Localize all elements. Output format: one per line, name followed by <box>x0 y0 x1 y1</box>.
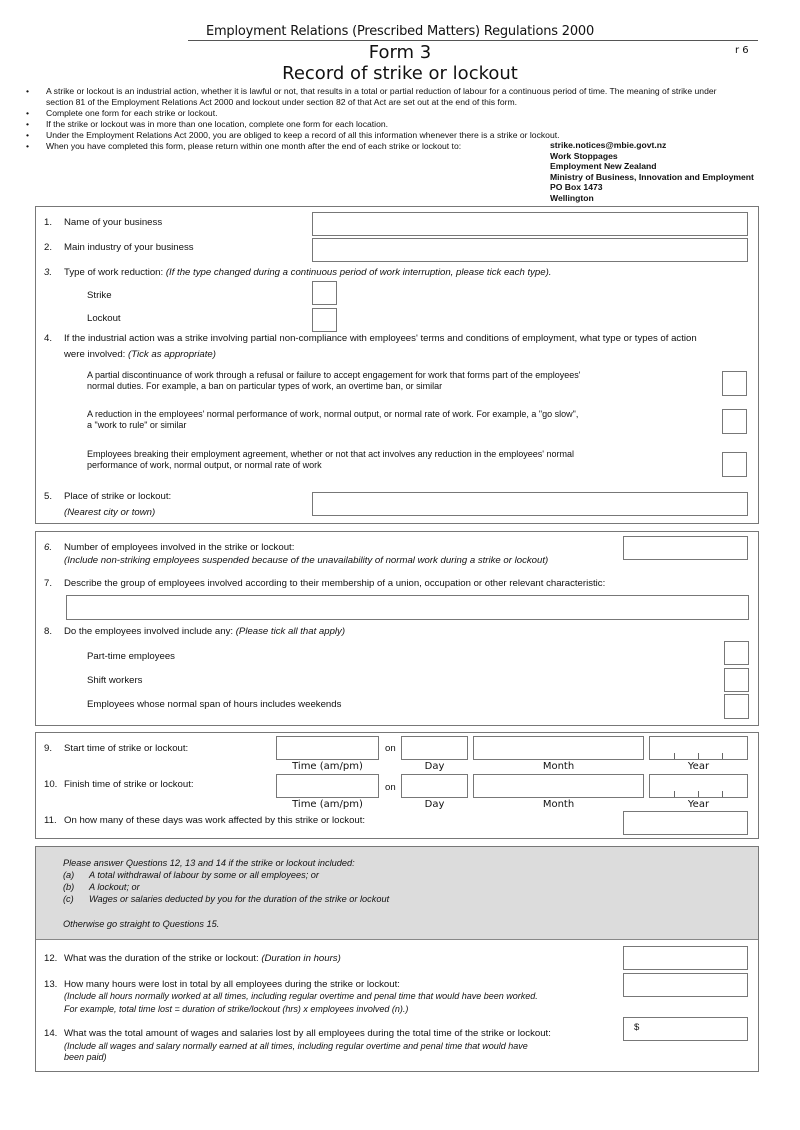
finish-year-input[interactable] <box>649 774 748 798</box>
start-on-label: on <box>385 743 396 754</box>
instruction-item: • When you have completed this form, please return within one month after the end of each strike or lockout to: <box>26 141 462 151</box>
q4-option-breaking-agreement: Employees breaking their employment agreement, whether or not that act involves any reduction in the employees' normal performance of work, normal output, or normal rate of work <box>87 449 574 470</box>
finish-day-input[interactable] <box>401 774 468 798</box>
weekend-hours-label: Employees whose normal span of hours includes weekends <box>87 699 342 710</box>
start-month-caption: Month <box>542 761 575 772</box>
q6-label: 6. Number of employees involved in the strike or lockout: <box>44 542 295 553</box>
rule-reference: r 6 <box>735 45 749 56</box>
return-address: strike.notices@mbie.govt.nz Work Stoppages Employment New Zealand Ministry of Business, Innovation and Employment PO Box 1473 Wellington <box>550 140 754 203</box>
duration-hours-input[interactable] <box>623 946 748 970</box>
section-timing <box>35 732 759 839</box>
q8-label: 8. Do the employees involved include any: (Please tick all that apply) <box>44 626 346 637</box>
strike-checkbox[interactable] <box>312 281 337 305</box>
bullet-icon: • <box>26 130 30 140</box>
shift-workers-checkbox[interactable] <box>724 668 749 692</box>
wages-lost-input[interactable] <box>623 1017 748 1041</box>
q4-label-cont: were involved: (Tick as appropriate) <box>64 349 216 360</box>
note-item-a: (a) A total withdrawal of labour by some or all employees; or <box>63 870 319 880</box>
bullet-icon: • <box>26 141 30 151</box>
currency-prefix: $ <box>634 1022 640 1033</box>
q9-label: 9. Start time of strike or lockout: <box>44 743 189 754</box>
note-item-b: (b) A lockout; or <box>63 882 140 892</box>
q10-label: 10. Finish time of strike or lockout: <box>44 779 194 790</box>
note-item-c: (c) Wages or salaries deducted by you for the duration of the strike or lockout <box>63 894 390 904</box>
finish-month-input[interactable] <box>473 774 644 798</box>
finish-month-caption: Month <box>542 799 575 810</box>
year-digit-divider <box>722 791 723 797</box>
start-year-input[interactable] <box>649 736 748 760</box>
year-digit-divider <box>674 753 675 759</box>
conditional-note-panel <box>36 847 758 940</box>
instruction-item: • A strike or lockout is an industrial action, whether it is lawful or not, that results in a total or partial reduction of labour for a continuous period of time. The meaning of strike under section 81 of the Employment Relations Act 2000 and lockout under section 82 of that Act are set out at the end of this form. <box>26 86 717 107</box>
section-hours-wages <box>35 846 759 1072</box>
year-digit-divider <box>698 791 699 797</box>
finish-on-label: on <box>385 782 396 793</box>
q13-label: 13. How many hours were lost in total by all employees during the strike or lockout: <box>44 979 400 990</box>
q4-label: 4. If the industrial action was a strike involving partial non-compliance with employees' terms and conditions of employment, what type or types of action <box>44 333 697 344</box>
start-year-caption: Year <box>687 761 710 772</box>
lockout-checkbox[interactable] <box>312 308 337 332</box>
breaking-agreement-checkbox[interactable] <box>722 452 747 477</box>
finish-time-input[interactable] <box>276 774 379 798</box>
start-day-input[interactable] <box>401 736 468 760</box>
place-input[interactable] <box>312 492 748 516</box>
q6-hint: (Include non-striking employees suspended because of the unavailability of normal work during a strike or lockout) <box>64 555 549 566</box>
bullet-icon: • <box>26 108 30 118</box>
q5-hint: (Nearest city or town) <box>64 507 156 518</box>
start-time-caption: Time (am/pm) <box>292 761 363 772</box>
instruction-item: • If the strike or lockout was in more than one location, complete one form for each location. <box>26 119 389 129</box>
q11-label: 11. On how many of these days was work affected by this strike or lockout: <box>44 815 366 826</box>
year-digit-divider <box>674 791 675 797</box>
section-employees <box>35 531 759 726</box>
start-time-input[interactable] <box>276 736 379 760</box>
note-otherwise: Otherwise go straight to Questions 15. <box>63 919 220 929</box>
start-month-input[interactable] <box>473 736 644 760</box>
instruction-item: • Under the Employment Relations Act 2000, you are obliged to keep a record of all this information whenever there is a strike or lockout. <box>26 130 560 140</box>
header-divider <box>188 40 758 41</box>
finish-day-caption: Day <box>424 799 445 810</box>
reduced-performance-checkbox[interactable] <box>722 409 747 434</box>
bullet-icon: • <box>26 119 30 129</box>
q14-label: 14. What was the total amount of wages and salaries lost by all employees during the total time of the strike or lockout: <box>44 1028 551 1039</box>
strike-option-label: Strike <box>87 290 112 301</box>
hours-lost-input[interactable] <box>623 973 748 997</box>
year-digit-divider <box>698 753 699 759</box>
instruction-item: • Complete one form for each strike or lockout. <box>26 108 218 118</box>
start-day-caption: Day <box>424 761 445 772</box>
q2-label: 2. Main industry of your business <box>44 242 194 253</box>
affected-days-input[interactable] <box>623 811 748 835</box>
form-number: Form 3 <box>368 42 432 63</box>
finish-time-caption: Time (am/pm) <box>292 799 363 810</box>
q13-hint: (Include all hours normally worked at all times, including regular overtime and penal time that would have been worked. For example, total time lost = duration of strike/lockout (hrs) x employees involved (n).) <box>64 991 538 1014</box>
section-business-details <box>35 206 759 524</box>
q1-label: 1. Name of your business <box>44 217 163 228</box>
business-name-input[interactable] <box>312 212 748 236</box>
main-industry-input[interactable] <box>312 238 748 262</box>
q12-label: 12. What was the duration of the strike or lockout: (Duration in hours) <box>44 953 341 964</box>
employee-count-input[interactable] <box>623 536 748 560</box>
q5-label: 5. Place of strike or lockout: <box>44 491 172 502</box>
bullet-icon: • <box>26 86 30 96</box>
regulation-title: Employment Relations (Prescribed Matters) Regulations 2000 <box>205 24 595 39</box>
weekend-hours-checkbox[interactable] <box>724 694 749 719</box>
part-time-checkbox[interactable] <box>724 641 749 665</box>
return-email[interactable]: strike.notices@mbie.govt.nz <box>550 140 667 150</box>
partial-discontinuance-checkbox[interactable] <box>722 371 747 396</box>
q3-label: 3. Type of work reduction: (If the type changed during a continuous period of work interruption, please tick each type). <box>44 267 552 278</box>
finish-year-caption: Year <box>687 799 710 810</box>
q14-hint: (Include all wages and salary normally earned at all times, including regular overtime and penal time that would have been paid) <box>64 1041 528 1062</box>
q4-option-partial-discontinuance: A partial discontinuance of work through a refusal or failure to accept engagement for work that forms part of the employees' normal duties. For example, a ban on particular types of work, an overtime ban, or similar <box>87 370 581 391</box>
year-digit-divider <box>722 753 723 759</box>
q4-option-reduced-performance: A reduction in the employees' normal performance of work, normal output, or normal rate of work. For example, a "go slow", a "work to rule" or similar <box>87 409 579 430</box>
part-time-label: Part-time employees <box>87 651 175 662</box>
note-intro: Please answer Questions 12, 13 and 14 if the strike or lockout included: <box>63 858 355 868</box>
q7-label: 7. Describe the group of employees involved according to their membership of a union, occupation or other relevant characteristic: <box>44 578 606 589</box>
shift-workers-label: Shift workers <box>87 675 143 686</box>
employee-group-input[interactable] <box>66 595 749 620</box>
lockout-option-label: Lockout <box>87 313 121 324</box>
form-title: Record of strike or lockout <box>282 63 518 84</box>
